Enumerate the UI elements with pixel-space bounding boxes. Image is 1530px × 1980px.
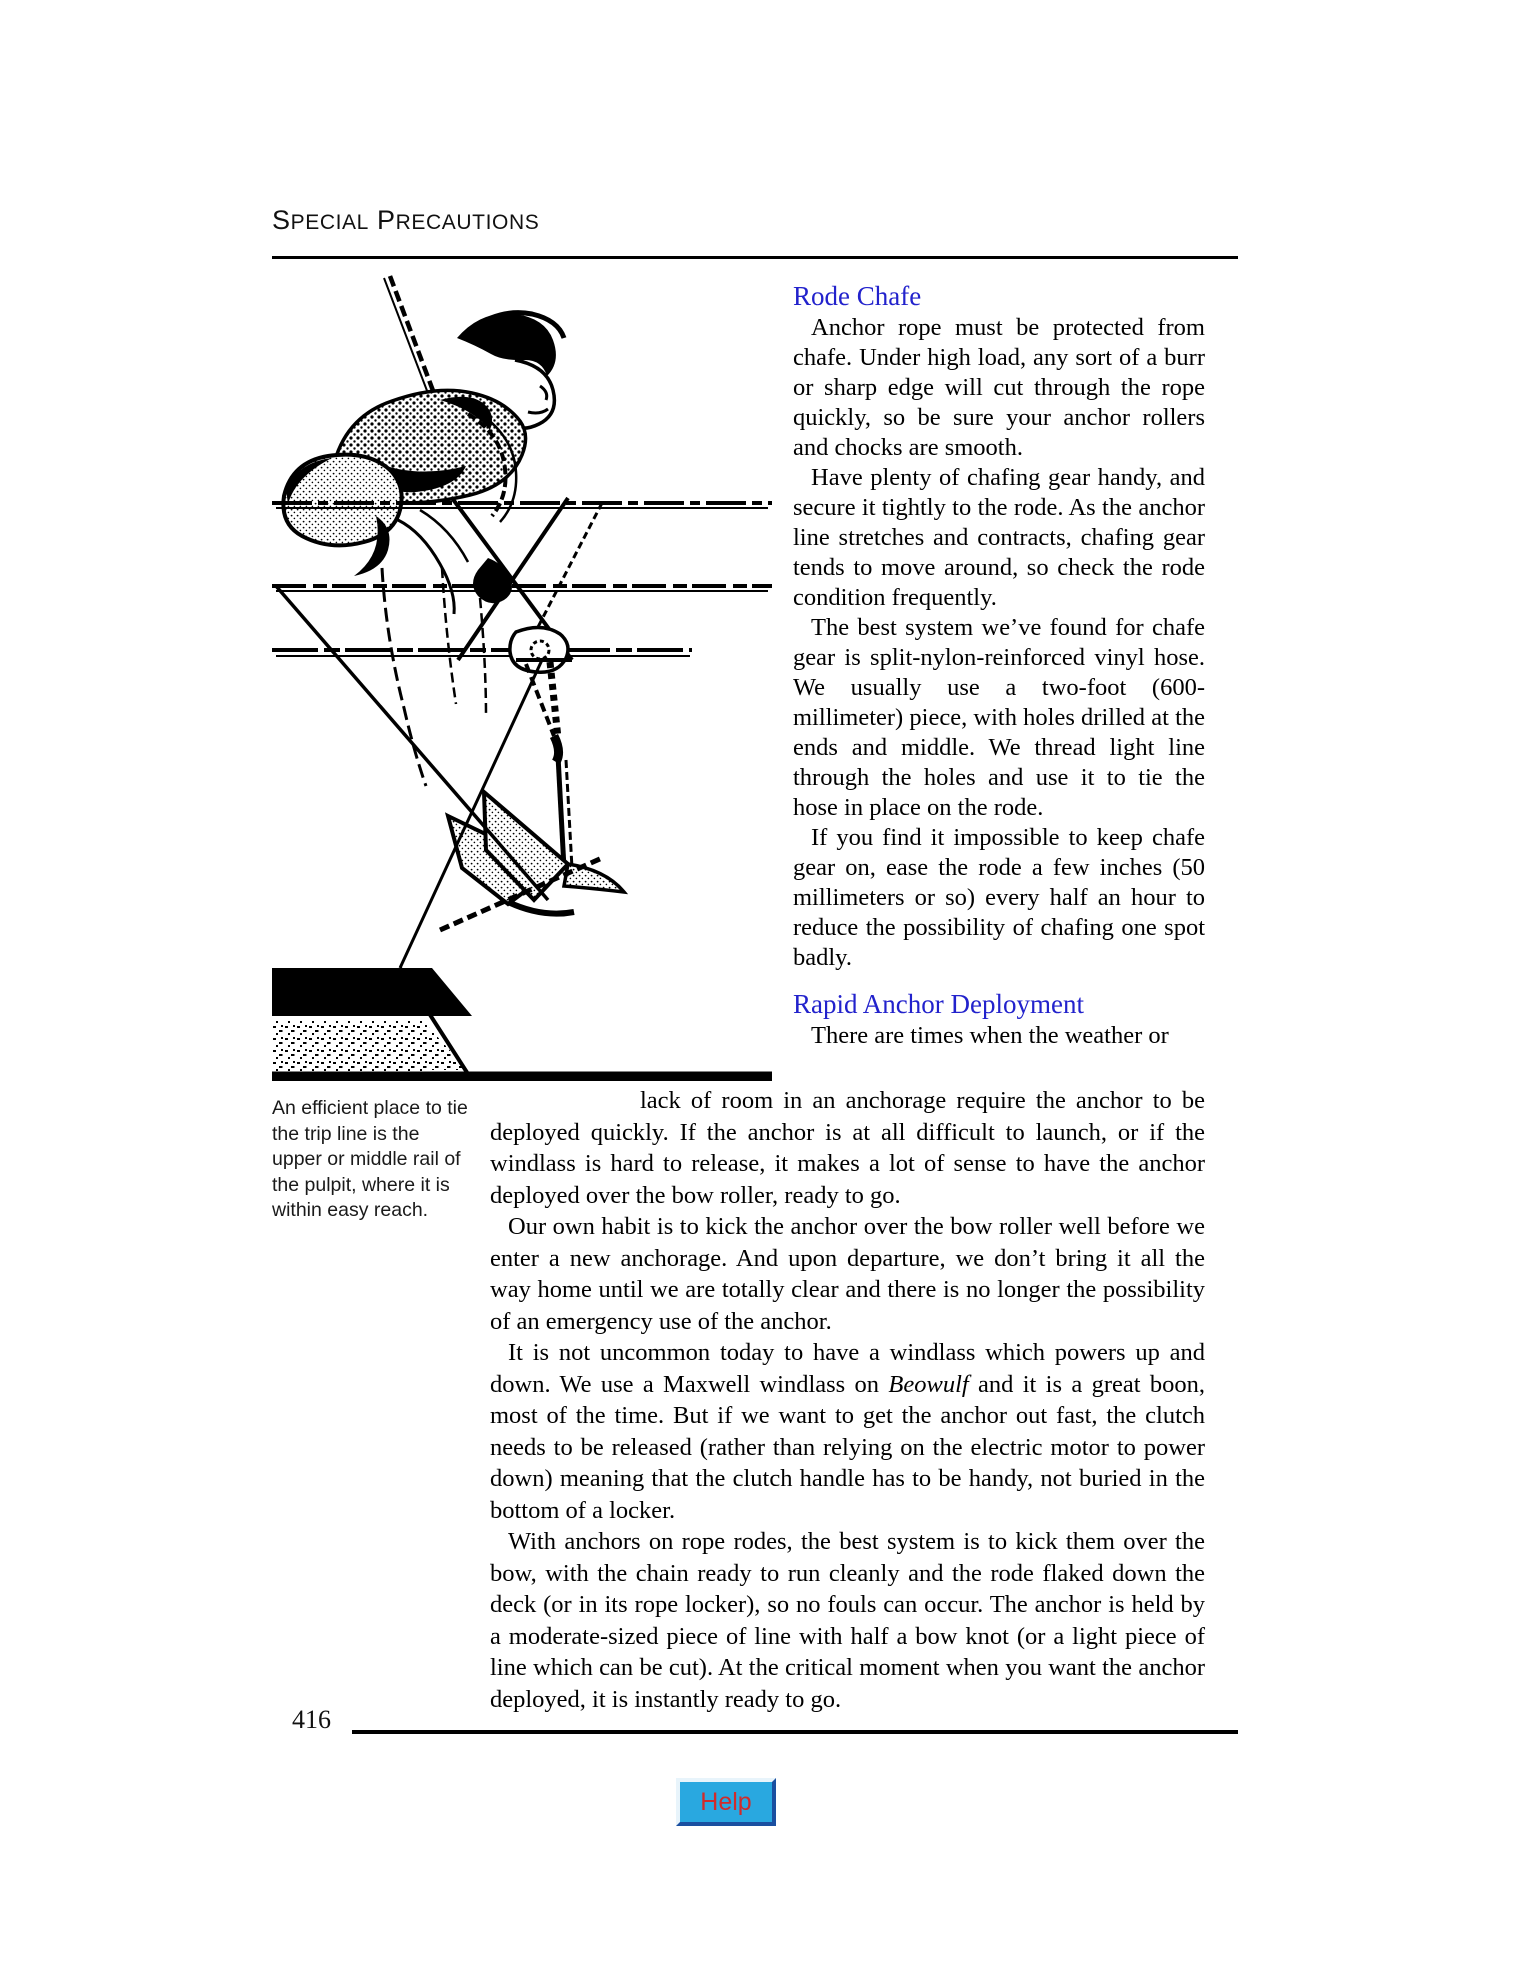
paragraph-start: There are times when the weather or bbox=[811, 1022, 1169, 1049]
paragraph: If you find it impossible to keep chafe gear on, ease the rode a few inches (50 millimeters or so) every half an hour to reduce the possibility of chafing one spot badly. bbox=[793, 824, 1205, 971]
right-column bbox=[793, 280, 1205, 1051]
header-rule bbox=[272, 256, 1238, 259]
figure-bottom-rule bbox=[272, 1076, 772, 1081]
text-before-italic: It is not uncommon today to have a windlass which powers up and down. We use a Maxwell windlass on bbox=[490, 1339, 1205, 1398]
section-heading-rapid-anchor-deployment: Rapid Anchor Deployment bbox=[793, 989, 1084, 1019]
section-heading-rode-chafe: Rode Chafe bbox=[793, 281, 922, 311]
footer-rule bbox=[352, 1730, 1238, 1734]
paragraph: Have plenty of chafing gear handy, and secure it tightly to the rode. As the anchor line stretches and contracts, chafing gear tends to move around, so check the rode condition frequently. bbox=[793, 464, 1205, 611]
paragraph-continuation: lack of room in an anchorage require the anchor to be deployed quickly. If the anchor is at all difficult to launch, or if the windlass is hard to release, it makes a lot of sense to have the anchor deployed over the bow roller, ready to go. bbox=[490, 1087, 1205, 1209]
figure-caption: An efficient place to tie the trip line is the upper or middle rail of the pulpit, where it is within easy reach. bbox=[272, 1097, 468, 1221]
paragraph: Our own habit is to kick the anchor over the bow roller well before we enter a new anchorage. And upon departure, we don’t bring it all the way home until we are totally clear and there is no longer the possibility of an emergency use of the anchor. bbox=[490, 1213, 1205, 1335]
paragraph: The best system we’ve found for chafe gear is split-nylon-reinforced vinyl hose. We usually use a two-foot (600-millimeter) piece, with holes drilled at the ends and middle. We thread light line through the holes and use it to tie the hose in place on the rode. bbox=[793, 614, 1205, 821]
text-after-italic: and it is a great boon, most of the time. But if we want to get the anchor out fast, the clutch needs to be released (rather than relying on the electric motor to power down) meaning that the clutch handle has to be handy, not buried in the bottom of a locker. bbox=[490, 1370, 1205, 1524]
help-button[interactable]: Help bbox=[676, 1778, 776, 1826]
running-head bbox=[272, 205, 539, 236]
page-number: 416 bbox=[292, 1705, 331, 1734]
paragraph: Anchor rope must be protected from chafe. Under high load, any sort of a burr or sharp edge will cut through the rope quickly, so be sure your anchor rollers and chocks are smooth. bbox=[793, 314, 1205, 461]
boat-name-italic: Beowulf bbox=[888, 1370, 969, 1398]
bow-pulpit-anchor-illustration bbox=[272, 268, 772, 1078]
paragraph: With anchors on rope rodes, the best system is to kick them over the bow, with the chain ready to run cleanly and the rode flaked down the deck (or in its rope locker), so no fouls can occur. The anchor is held by a moderate-sized piece of line with half a bow knot (or a light piece of line which can be cut). At the critical moment when you want the anchor deployed, it is instantly ready to go. bbox=[490, 1528, 1205, 1713]
wide-column bbox=[490, 1085, 1205, 1715]
running-head-w1: PECIAL bbox=[290, 211, 369, 234]
running-head-s1: S bbox=[272, 205, 291, 235]
running-head-s2: P bbox=[377, 205, 396, 235]
paragraph-windlass bbox=[490, 1337, 1205, 1526]
running-head-w2: RECAUTIONS bbox=[395, 211, 540, 234]
